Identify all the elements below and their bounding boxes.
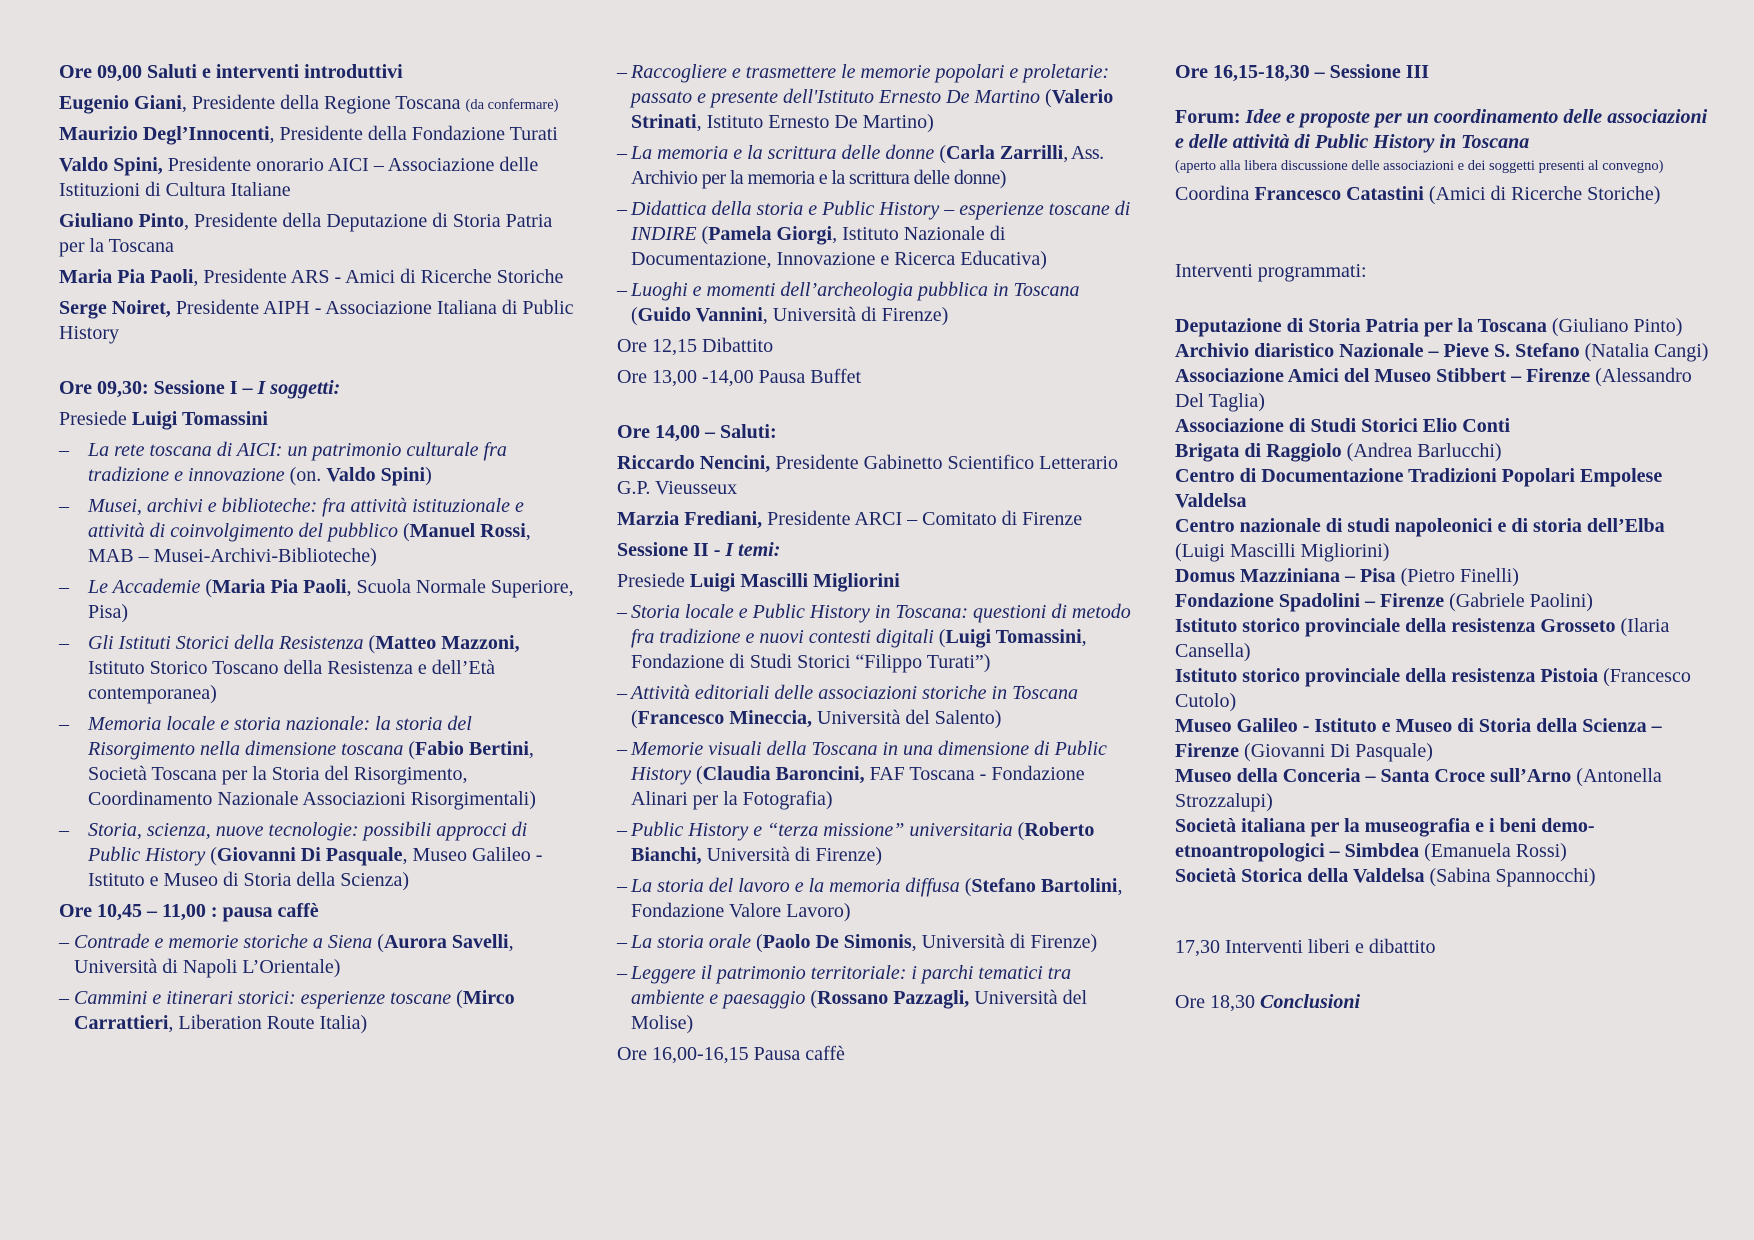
talk-item: – Storia, scienza, nuove tecnologie: possibili approcci di Public History (Giovanni Di Pasquale, Museo Galileo - Istituto e Museo di Storia della Scienza) [59, 819, 543, 891]
lunch-slot: Ore 13,00 -14,00 Pausa Buffet [617, 366, 862, 388]
speaker-entry: Maurizio Degl’Innocenti, Presidente della Fondazione Turati [59, 123, 558, 145]
talk-item: – La rete toscana di AICI: un patrimonio culturale fra tradizione e innovazione (on. Valdo Spini) [59, 439, 507, 486]
association-entry: Domus Mazziniana – Pisa (Pietro Finelli) [1175, 565, 1519, 587]
session-chair: Presiede Luigi Tomassini [59, 408, 268, 430]
speaker-entry: Eugenio Giani, Presidente della Regione Toscana (da confermare) [59, 92, 559, 114]
talk-item: – La storia del lavoro e la memoria diffusa (Stefano Bartolini, Fondazione Valore Lavoro) [617, 875, 1123, 922]
speaker-entry: Giuliano Pinto, Presidente della Deputazione di Storia Patria per la Toscana [59, 210, 553, 257]
program-column-3 [1175, 60, 1710, 1021]
association-entry: Associazione di Studi Storici Elio Conti [1175, 415, 1511, 437]
talk-item: – Memoria locale e storia nazionale: la storia del Risorgimento nella dimensione toscana (Fabio Bertini, Società Toscana per la Storia del Risorgimento, Coordinamento Nazionale Associazioni Risorgimentali) [59, 713, 536, 810]
talk-item: – Leggere il patrimonio territoriale: i parchi tematici tra ambiente e paesaggio (Rossano Pazzagli, Università del Molise) [617, 962, 1088, 1034]
session-chair: Presiede Luigi Mascilli Migliorini [617, 570, 900, 592]
free-discussion-slot: 17,30 Interventi liberi e dibattito [1175, 936, 1436, 958]
speaker-entry: Riccardo Nencini, Presidente Gabinetto Scientifico Letterario G.P. Vieusseux [617, 452, 1118, 499]
association-entry: Società Storica della Valdelsa (Sabina Spannocchi) [1175, 865, 1596, 887]
session-2-heading: Sessione II - I temi: [617, 539, 781, 561]
talk-item: – Luoghi e momenti dell’archeologia pubblica in Toscana (Guido Vannini, Università di Firenze) [617, 279, 1080, 326]
greetings-heading: Ore 14,00 – Saluti: [617, 421, 777, 443]
talk-item: – La storia orale (Paolo De Simonis, Università di Firenze) [617, 931, 1098, 953]
talk-item: – Public History e “terza missione” universitaria (Roberto Bianchi, Università di Firenze) [617, 819, 1095, 866]
talk-item: – Le Accademie (Maria Pia Paoli, Scuola Normale Superiore, Pisa) [59, 576, 574, 623]
association-entry: Museo Galileo - Istituto e Museo di Storia della Scienza – Firenze (Giovanni Di Pasquale) [1175, 715, 1662, 762]
program-column-1 [59, 60, 579, 1042]
association-entry: Brigata di Raggiolo (Andrea Barlucchi) [1175, 440, 1502, 462]
association-entry: Museo della Conceria – Santa Croce sull’Arno (Antonella Strozzalupi) [1175, 765, 1662, 812]
coffee-break: Ore 10,45 – 11,00 : pausa caffè [59, 900, 319, 922]
association-entry: Fondazione Spadolini – Firenze (Gabriele Paolini) [1175, 590, 1593, 612]
speaker-entry: Serge Noiret, Presidente AIPH - Associazione Italiana di Public History [59, 297, 574, 344]
speaker-entry: Marzia Frediani, Presidente ARCI – Comitato di Firenze [617, 508, 1083, 530]
association-entry: Centro nazionale di studi napoleonici e di storia dell’Elba (Luigi Mascilli Migliorini) [1175, 515, 1665, 562]
talk-item: – Memorie visuali della Toscana in una dimensione di Public History (Claudia Baroncini, FAF Toscana - Fondazione Alinari per la Fotografia) [617, 738, 1107, 810]
opening-heading: Ore 09,00 Saluti e interventi introduttivi [59, 61, 403, 83]
talk-item: – Contrade e memorie storiche a Siena (Aurora Savelli, Università di Napoli L’Orientale) [59, 931, 514, 978]
association-list [1175, 314, 1710, 889]
talk-item: – La memoria e la scrittura delle donne (Carla Zarrilli, Ass. Archivio per la memoria e la scrittura delle donne) [617, 142, 1104, 189]
talk-item: – Gli Istituti Storici della Resistenza (Matteo Mazzoni, Istituto Storico Toscano della Resistenza e dell’Età contemporanea) [59, 632, 520, 704]
talk-item: – Cammini e itinerari storici: esperienze toscane (Mirco Carrattieri, Liberation Route Italia) [59, 987, 515, 1034]
talk-item: – Musei, archivi e biblioteche: fra attività istituzionale e attività di coinvolgimento del pubblico (Manuel Rossi, MAB – Musei-Archivi-Biblioteche) [59, 495, 531, 567]
speaker-entry: Maria Pia Paoli, Presidente ARS - Amici di Ricerche Storiche [59, 266, 564, 288]
conclusions-slot: Ore 18,30 Conclusioni [1175, 991, 1361, 1013]
association-entry: Associazione Amici del Museo Stibbert – Firenze (Alessandro Del Taglia) [1175, 365, 1692, 412]
session-3-heading: Ore 16,15-18,30 – Sessione III [1175, 61, 1430, 83]
forum-coordinator: Coordina Francesco Catastini (Amici di Ricerche Storiche) [1175, 183, 1661, 205]
coffee-break: Ore 16,00-16,15 Pausa caffè [617, 1043, 845, 1065]
debate-slot: Ore 12,15 Dibattito [617, 335, 774, 357]
talk-item: – Didattica della storia e Public History – esperienze toscane di INDIRE (Pamela Giorgi, Istituto Nazionale di Documentazione, Innovazione e Ricerca Educativa) [617, 198, 1131, 270]
forum-title: Forum: Idee e proposte per un coordinamento delle associazioni e delle attività di Public History in Toscana [1175, 106, 1708, 153]
association-entry: Deputazione di Storia Patria per la Toscana (Giuliano Pinto) [1175, 315, 1683, 337]
association-entry: Centro di Documentazione Tradizioni Popolari Empolese Valdelsa [1175, 465, 1663, 512]
association-entry: Istituto storico provinciale della resistenza Pistoia (Francesco Cutolo) [1175, 665, 1691, 712]
talk-item: – Attività editoriali delle associazioni storiche in Toscana (Francesco Mineccia, Università del Salento) [617, 682, 1079, 729]
association-entry: Società italiana per la museografia e i beni demo-etnoantropologici – Simbdea (Emanuela Rossi) [1175, 815, 1595, 862]
talk-item: – Raccogliere e trasmettere le memorie popolari e proletarie: passato e presente dell'Istituto Ernesto De Martino (Valerio Strinati, Istituto Ernesto De Martino) [617, 61, 1114, 133]
session-1-heading: Ore 09,30: Sessione I – I soggetti: [59, 377, 341, 399]
association-entry: Archivio diaristico Nazionale – Pieve S. Stefano (Natalia Cangi) [1175, 340, 1709, 362]
talk-item: – Storia locale e Public History in Toscana: questioni di metodo fra tradizione e nuovi contesti digitali (Luigi Tomassini, Fondazione di Studi Storici “Filippo Turati”) [617, 601, 1131, 673]
speaker-entry: Valdo Spini, Presidente onorario AICI – Associazione delle Istituzioni di Cultura Italiane [59, 154, 539, 201]
forum-note: (aperto alla libera discussione delle associazioni e dei soggetti presenti al convegno) [1175, 158, 1664, 174]
programmed-heading: Interventi programmati: [1175, 260, 1367, 282]
program-column-2 [617, 60, 1137, 1073]
association-entry: Istituto storico provinciale della resistenza Grosseto (Ilaria Cansella) [1175, 615, 1670, 662]
